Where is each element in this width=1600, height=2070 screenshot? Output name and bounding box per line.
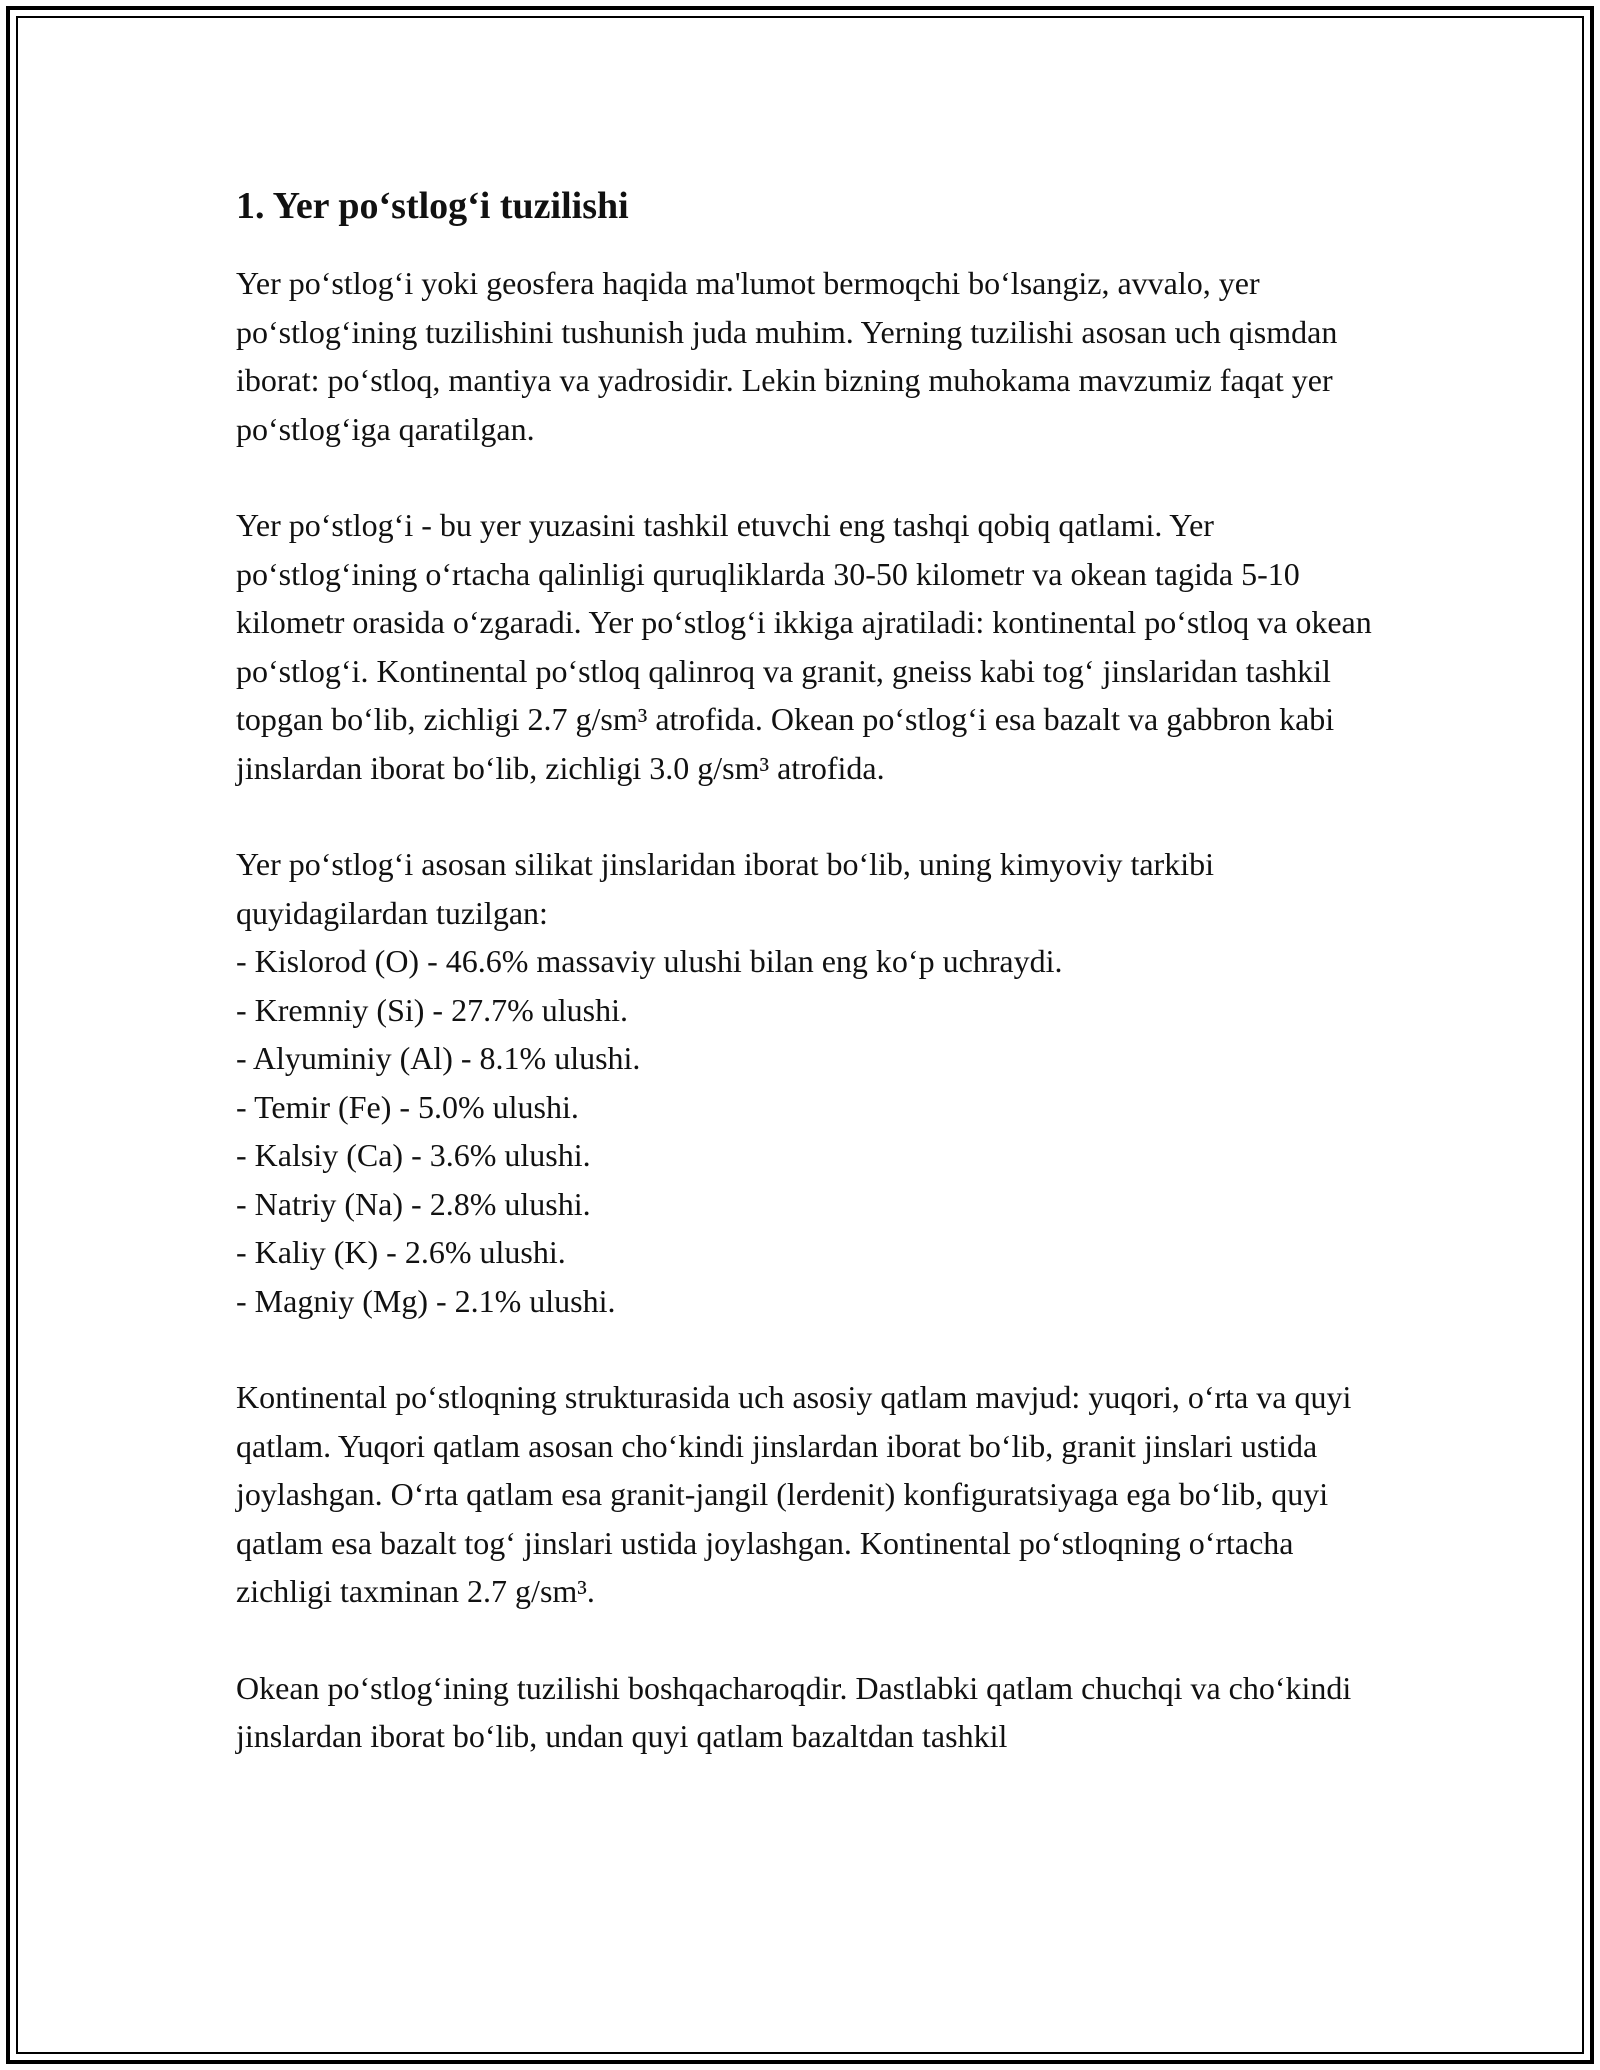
list-item: - Temir (Fe) - 5.0% ulushi. (236, 1088, 579, 1125)
list-item: - Alyuminiy (Al) - 8.1% ulushi. (236, 1040, 641, 1077)
composition-block (236, 840, 1376, 1325)
list-item: - Natriy (Na) - 2.8% ulushi. (236, 1185, 591, 1222)
list-item: - Magniy (Mg) - 2.1% ulushi. (236, 1282, 616, 1319)
list-item: - Kremniy (Si) - 27.7% ulushi. (236, 991, 628, 1028)
paragraph-composition-intro: Yer po‘stlog‘i asosan silikat jinslaridan iborat bo‘lib, uning kimyoviy tarkibi quyidagilardan tuzilgan: (236, 846, 1214, 931)
list-item: - Kaliy (K) - 2.6% ulushi. (236, 1234, 566, 1271)
paragraph-intro: Yer po‘stlog‘i yoki geosfera haqida ma'lumot bermoqchi bo‘lsangiz, avvalo, yer po‘stlog‘ining tuzilishini tushunish juda muhim. Yerning tuzilishi asosan uch qismdan iborat: po‘stloq, mantiya va yadrosidir. Lekin bizning muhokama mavzumiz faqat yer po‘stlog‘iga qaratilgan. (236, 265, 1338, 447)
element-list (236, 937, 1376, 1325)
document-body (236, 182, 1376, 1809)
list-item: - Kalsiy (Ca) - 3.6% ulushi. (236, 1137, 591, 1174)
list-item: - Kislorod (O) - 46.6% massaviy ulushi bilan eng ko‘p uchraydi. (236, 943, 1063, 980)
paragraph-continental-structure: Kontinental po‘stloqning strukturasida uch asosiy qatlam mavjud: yuqori, o‘rta va quyi qatlam. Yuqori qatlam asosan cho‘kindi jinslardan iborat bo‘lib, granit jinslari ustida joylashgan. O‘rta qatlam esa granit-jangil (lerdenit) konfiguratsiyaga ega bo‘lib, quyi qatlam esa bazalt tog‘ jinslari ustida joylashgan. Kontinental po‘stloqning o‘rtacha zichligi taxminan 2.7 g/sm³. (236, 1379, 1352, 1610)
paragraph-crust-definition: Yer po‘stlog‘i - bu yer yuzasini tashkil etuvchi eng tashqi qobiq qatlami. Yer po‘stlog‘ining o‘rtacha qalinligi quruqliklarda 30-50 kilometr va okean tagida 5-10 kilometr orasida o‘zgaradi. Yer po‘stlog‘i ikkiga ajratiladi: kontinental po‘stloq va okean po‘stlog‘i. Kontinental po‘stloq qalinroq va granit, gneiss kabi tog‘ jinslaridan tashkil topgan bo‘lib, zichligi 2.7 g/sm³ atrofida. Okean po‘stlog‘i esa bazalt va gabbron kabi jinslardan iborat bo‘lib, zichligi 3.0 g/sm³ atrofida. (236, 507, 1372, 786)
section-heading: 1. Yer po‘stlog‘i tuzilishi (236, 185, 629, 227)
paragraph-oceanic-structure: Okean po‘stlog‘ining tuzilishi boshqacharoqdir. Dastlabki qatlam chuchqi va cho‘kindi jinslardan iborat bo‘lib, undan quyi qatlam bazaltdan tashkil (236, 1669, 1352, 1755)
